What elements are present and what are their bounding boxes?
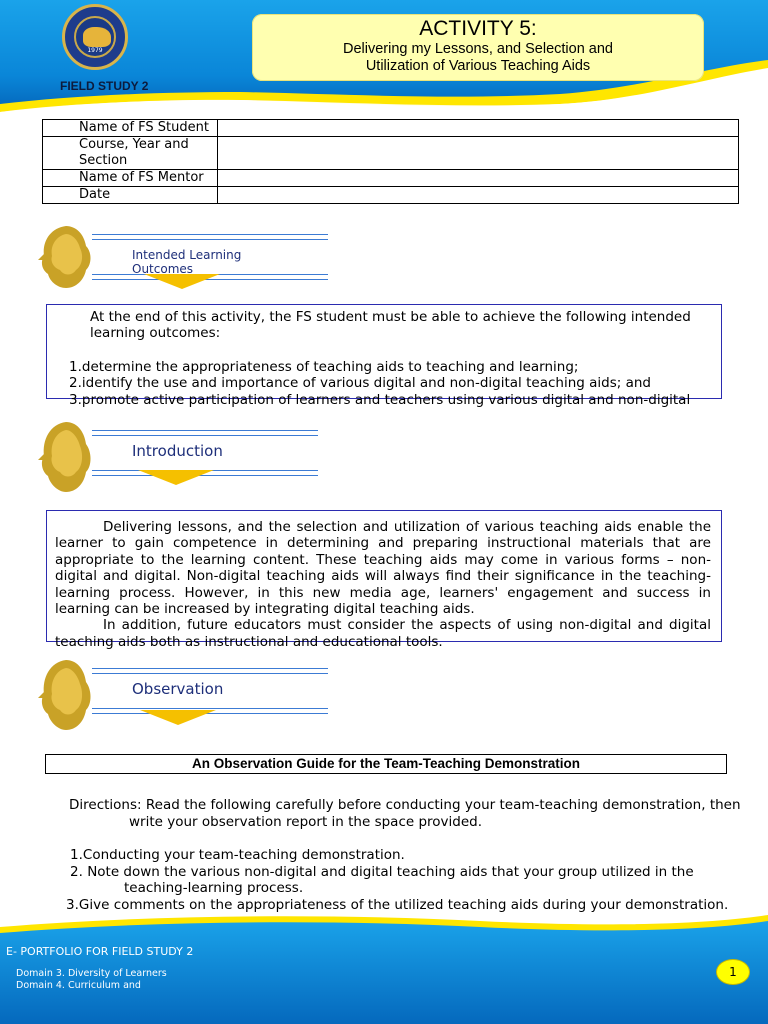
lion-head-icon [36, 656, 98, 734]
list-text: determine the appropriateness of teaching aids to teaching and learning; [81, 358, 579, 375]
directions-line1: Directions: Read the following carefully before conducting your team-teaching demonstration, then [69, 797, 741, 813]
ilo-content-box [46, 304, 722, 408]
introduction-paragraph-1: Delivering lessons, and the selection and utilization of various teaching aids enable the learner to gain competence in determining and preparing instructional materials that are appropriate to the learning content. These teaching aids may come in various forms – non-digital and digital. Non-digital teaching aids will always find their significance in the teaching-learning process. However, in this new media age, learners' engagement and success in learning can be increased by integrating digital teaching aids. [55, 519, 711, 618]
ilo-intro: At the end of this activity, the FS student must be able to achieve the following intended learning outcomes: [90, 309, 691, 342]
list-number: 2. [70, 863, 83, 880]
seal-year: 1979 [87, 47, 103, 54]
table-row [43, 170, 739, 187]
section-heading: Intended Learning Outcomes [132, 248, 242, 276]
list-item [69, 392, 721, 408]
list-item [66, 864, 766, 897]
table-cell-value[interactable] [218, 120, 739, 137]
banner-arrow [138, 470, 214, 485]
section-banner-introduction [36, 418, 296, 498]
table-cell-label: Name of FS Student [43, 120, 218, 137]
list-item [69, 359, 721, 375]
activity-subtitle-line1: Delivering my Lessons, and Selection and [342, 41, 613, 57]
footer-domain-2: Domain 4. Curriculum and [16, 980, 141, 991]
section-heading: Introduction [132, 442, 223, 460]
banner-arrow [144, 274, 220, 289]
list-text: Note down the various non-digital and digital teaching aids that your group utilized in the [87, 863, 694, 880]
lion-head-icon [36, 418, 98, 496]
table-row [43, 137, 739, 170]
lion-emblem-icon [83, 27, 111, 47]
section-banner-observation [36, 656, 296, 736]
list-number: 3. [66, 896, 79, 913]
list-number: 1. [69, 358, 82, 375]
observation-guide-title: An Observation Guide for the Team-Teaching Demonstration [45, 754, 727, 774]
section-banner-ilo [36, 222, 296, 302]
footer-domain-1: Domain 3. Diversity of Learners [16, 968, 167, 979]
directions-line2: write your observation report in the space provided. [129, 813, 483, 830]
list-item [66, 847, 766, 864]
directions [69, 797, 764, 830]
introduction-content-box [46, 510, 722, 650]
table-cell-value[interactable] [218, 170, 739, 187]
list-number: 3. [69, 391, 82, 408]
page-footer [0, 915, 768, 1024]
table-cell-label: Date [43, 187, 218, 204]
banner-arrow [140, 710, 216, 725]
table-cell-value[interactable] [218, 137, 739, 170]
list-item [66, 897, 766, 914]
observation-steps-list [66, 847, 766, 913]
page-number: 1 [716, 959, 750, 985]
section-heading: Observation [132, 680, 224, 698]
student-info-table [42, 119, 739, 204]
list-text: Conducting your team-teaching demonstration. [82, 847, 405, 863]
ilo-list [47, 359, 721, 408]
list-text: promote active participation of learners and teachers using various digital and non-digital [81, 391, 691, 408]
list-text: identify the use and importance of various digital and non-digital teaching aids; and [81, 375, 651, 392]
footer-domains [16, 968, 167, 992]
list-number: 1. [70, 847, 83, 863]
footer-title: E- PORTFOLIO FOR FIELD STUDY 2 [6, 945, 194, 958]
list-number: 2. [69, 375, 82, 392]
introduction-paragraph-2: In addition, future educators must consider the aspects of using non-digital and digital teaching aids both as instructional and educational tools. [55, 617, 711, 650]
table-cell-label: Course, Year and Section [43, 137, 218, 170]
lion-head-icon [36, 222, 98, 292]
activity-title: ACTIVITY 5: [419, 17, 537, 40]
activity-subtitle-line2: Utilization of Various Teaching Aids [365, 58, 591, 74]
table-cell-value[interactable] [218, 187, 739, 204]
page-header [0, 0, 768, 118]
list-text: Give comments on the appropriateness of the utilized teaching aids during your demonstration. [78, 896, 729, 913]
list-text-continued: teaching-learning process. [124, 880, 304, 896]
list-item [69, 375, 721, 391]
university-seal [62, 4, 128, 70]
course-label: FIELD STUDY 2 [60, 79, 149, 93]
activity-title-box [252, 14, 704, 81]
table-cell-label: Name of FS Mentor [43, 170, 218, 187]
table-row [43, 120, 739, 137]
table-row [43, 187, 739, 204]
